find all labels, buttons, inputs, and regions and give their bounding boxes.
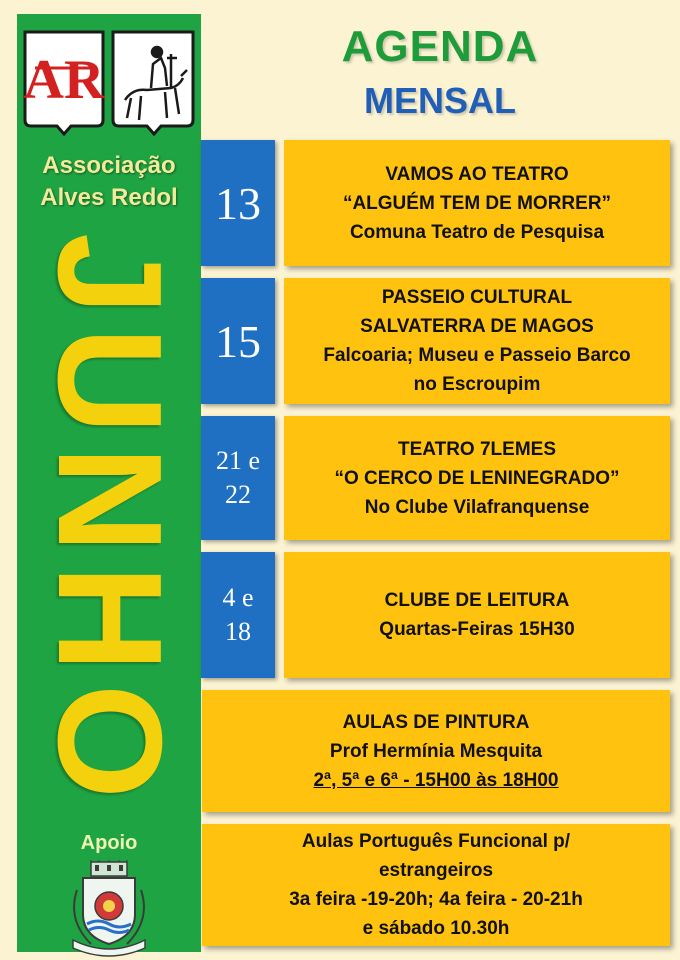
event-date-box <box>201 416 275 540</box>
event-card <box>284 416 670 540</box>
event-line: e sábado 10.30h <box>362 918 510 939</box>
event-card <box>202 824 670 946</box>
event-line: estrangeiros <box>378 860 494 881</box>
event-card <box>284 278 670 404</box>
event-line: Falcoaria; Museu e Passeio Barco <box>323 345 631 366</box>
event-date: 13 <box>215 177 261 229</box>
agenda-subtitle: MENSAL <box>364 80 516 121</box>
event-schedule: 2ª, 5ª e 6ª - 15H00 às 18H00 <box>313 769 559 791</box>
event-line: “ALGUÉM TEM DE MORRER” <box>342 192 612 214</box>
municipal-crest-icon <box>61 860 157 958</box>
association-name-line1: Associação <box>42 152 176 179</box>
event-title: Aulas Português Funcional p/ <box>301 831 571 852</box>
event-line: “O CERCO DE LENINEGRADO” <box>334 467 620 489</box>
event-line: Quartas-Feiras 15H30 <box>379 619 575 640</box>
event-title: TEATRO 7LEMES <box>398 438 556 460</box>
event-card <box>284 552 670 678</box>
association-logo <box>21 28 197 136</box>
agenda-title: AGENDA <box>341 22 539 71</box>
event-date-box <box>201 552 275 678</box>
event-title: VAMOS AO TEATRO <box>385 163 569 185</box>
logo-letters: AR <box>23 49 105 111</box>
event-date: 18 <box>225 617 251 646</box>
association-name-line2: Alves Redol <box>40 184 178 211</box>
event-title: CLUBE DE LEITURA <box>384 590 570 611</box>
event-line: No Clube Vilafranquense <box>364 496 590 518</box>
association-name <box>17 150 201 214</box>
event-line: SALVATERRA DE MAGOS <box>360 316 594 337</box>
event-date: 21 e <box>215 446 261 475</box>
event-date-box <box>201 140 275 266</box>
event-card <box>202 690 670 812</box>
event-line: 3a feira -19-20h; 4a feira - 20-21h <box>289 889 583 910</box>
event-line: Prof Hermínia Mesquita <box>329 740 543 762</box>
event-line: Comuna Teatro de Pesquisa <box>349 221 605 243</box>
event-date: 15 <box>215 315 261 367</box>
support-label: Apoio <box>80 832 138 854</box>
event-title: PASSEIO CULTURAL <box>381 287 573 308</box>
event-card <box>284 140 670 266</box>
event-date-box <box>201 278 275 404</box>
month-label: JUNHO <box>27 232 192 812</box>
event-line: no Escroupim <box>413 374 541 395</box>
event-date: 22 <box>225 480 251 509</box>
event-date: 4 e <box>222 583 254 612</box>
sidebar <box>17 14 201 952</box>
event-title: AULAS DE PINTURA <box>342 711 530 733</box>
